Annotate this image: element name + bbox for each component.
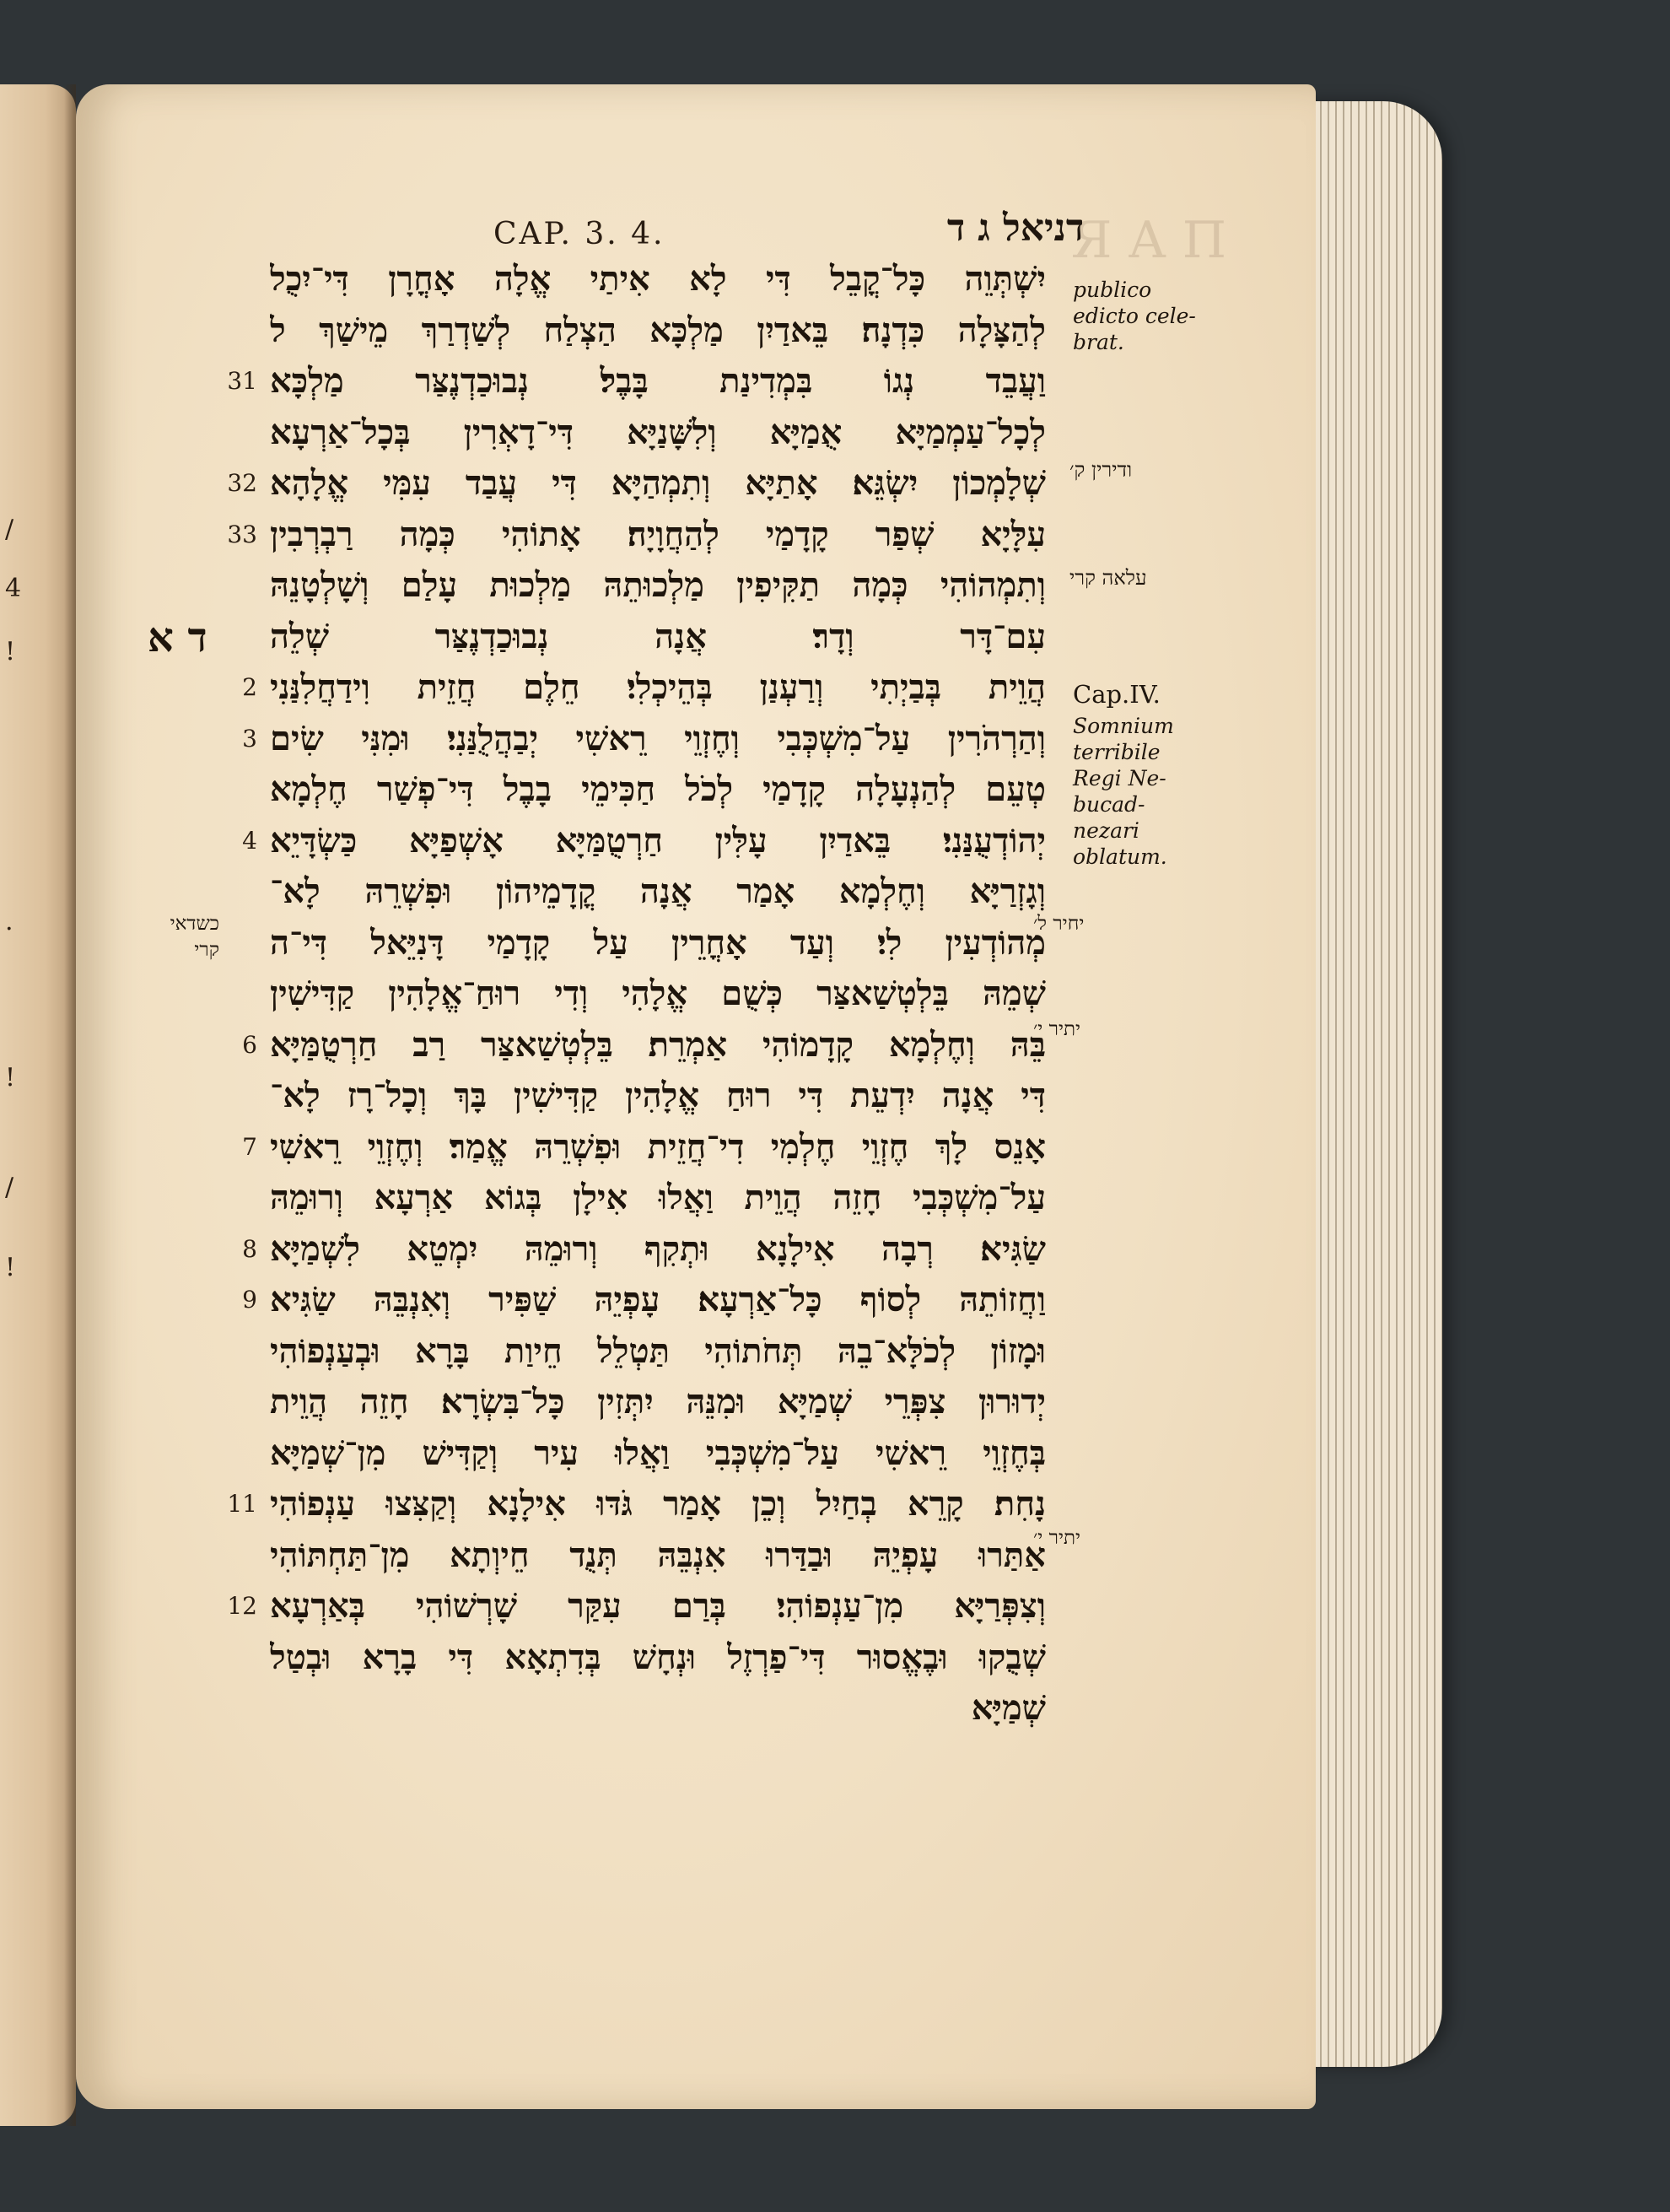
chapter-marker: ד א xyxy=(148,613,207,661)
ketiv-qere-note: יתיר י׳ xyxy=(1033,1018,1081,1040)
left-facing-page xyxy=(0,84,76,2126)
text-line xyxy=(181,1223,1063,1275)
left-page-mark: ! xyxy=(5,1063,16,1093)
line-text: לְכָל־עַמְמַיָּא אֻמַיָּא וְלִשָּׁנַיָּא דִּי־דָאְרִין בְּכָל־אַרְעָא xyxy=(270,412,1046,452)
verse-number: 9 xyxy=(242,1286,257,1314)
line-text: וְתִמְהוֹהִי כְּמָה תַקִּיפִין מַלְכוּתֵהּ מַלְכוּת עָלַם וְשָׁלְטָנֵהּ xyxy=(270,565,1046,605)
line-text: עִם־דָּר וְדָר׃ אֲנָה נְבוּכַדְנֶצַּר שְׁלֵה xyxy=(270,616,1046,656)
text-line xyxy=(181,407,1063,458)
verse-number: 4 xyxy=(242,826,257,855)
line-text: וַעֲבֵד נְגוֹ בִּמְדִינַת בָּבֶל׃ נְבוּכַדְנֶצַּר מַלְכָּא xyxy=(270,361,1046,401)
ketiv-qere-note: כשדאי קרי xyxy=(170,913,219,961)
page-stack-edges xyxy=(1299,101,1442,2067)
text-line xyxy=(181,1274,1063,1325)
line-text: וְהַרְהֹרִין עַל־מִשְׁכְּבִי וְחֶזְוֵי רֵאשִׁי יְבַהֲלֻנַּנִי׃ וּמִנִּי שִׂים xyxy=(270,718,1046,758)
margin-note-line: oblatum. xyxy=(1073,844,1167,869)
text-line xyxy=(181,253,1063,305)
text-line xyxy=(181,1121,1063,1173)
verse-number: 3 xyxy=(242,724,257,753)
line-text: שְׁמַיָּא xyxy=(971,1688,1046,1728)
line-text: וַחֲזוֹתֵהּ לְסוֹף כָּל־אַרְעָא׃ עָפְיֵהּ שַׁפִּיר וְאִנְבֵּהּ שַׂגִּיא xyxy=(270,1280,1046,1319)
text-line xyxy=(181,355,1063,407)
verse-number: 31 xyxy=(227,367,257,395)
line-text: הֲוֵית בְּבַיְתִי וְרַעְנַן בְּהֵיכְלִי׃ חֵלֶם חֲזֵית וִידַחֲלִנַּנִי xyxy=(270,667,1046,707)
text-line xyxy=(181,1632,1063,1683)
text-line xyxy=(181,1580,1063,1632)
line-text: אָנֵס לָךְ חֶזְוֵי חֶלְמִי דִי־חֲזֵית וּפִשְׁרֵהּ אֱמַר׃ וְחֶזְוֵי רֵאשִׁי xyxy=(270,1126,1046,1167)
text-line xyxy=(181,968,1063,1019)
margin-note-somnium xyxy=(1073,713,1174,870)
line-text: יִשְׁתְּוֵה כָּל־קֳבֵל דִּי לָא אִיתַי אֱלָה אָחֳרָן דִּי־יִכֻל xyxy=(270,259,1046,299)
verse-number: 12 xyxy=(227,1592,257,1620)
line-text: וְצִפְּרַיָּא מִן־עַנְפוֹהִי׃ בְּרַם עִקַּר שָׁרְשׁוֹהִי בְּאַרְעָא xyxy=(270,1586,1046,1626)
line-text: בְּחֶזְוֵי רֵאשִׁי עַל־מִשְׁכְּבִי וַאֲלוּ עִיר וְקַדִּישׁ מִן־שְׁמַיָּא xyxy=(270,1432,1046,1473)
text-line xyxy=(181,1325,1063,1377)
line-text: וּמָזוֹן לְכֹלָּא־בֵהּ תְּחֹתוֹהִי תַּטְלֵל חֵיוַת בָּרָא וּבְעַנְפוֹהִי xyxy=(270,1330,1046,1371)
text-line xyxy=(181,763,1063,815)
left-page-mark: ! xyxy=(5,1253,16,1282)
line-text: שְׁבֻקוּ וּבֶאֱסוּר דִּי־פַרְזֶל וּנְחָשׁ בְּדִתְאָא דִּי בָרָא וּבְטַל xyxy=(270,1637,1046,1677)
text-line xyxy=(181,457,1063,509)
chapter-range-label: CAP. 3. 4. xyxy=(493,217,665,251)
verse-number: 7 xyxy=(242,1132,257,1161)
verse-number: 32 xyxy=(227,469,257,497)
line-text: דִּי אֲנָה יִדְעֵת דִּי רוּחַ אֱלָהִין קַדִּישִׁין בָּךְ וְכָל־רָז לָא־ xyxy=(270,1076,1046,1115)
gutter-shadow xyxy=(64,84,76,2126)
text-line xyxy=(181,1682,1063,1734)
line-text: עַל־מִשְׁכְּבִי חָזֵה הֲוֵית וַאֲלוּ אִילָן בְּגוֹא אַרְעָא וְרוּמֵהּ xyxy=(270,1178,1046,1217)
line-text: נָחִת׃ קָרֵא בְחַיִל וְכֵן אָמַר גֹּדּוּ אִילָנָא וְקַצִּצוּ עַנְפוֹהִי xyxy=(270,1484,1046,1524)
hebrew-text-block xyxy=(148,253,1063,1734)
margin-note-line: Regi Ne- xyxy=(1073,766,1166,790)
margin-note-publico xyxy=(1073,277,1196,355)
text-line xyxy=(181,917,1063,968)
ketiv-qere-note: עלאה קרי xyxy=(1069,566,1147,590)
margin-note-line: bucad- xyxy=(1073,792,1145,817)
line-text: מְהוֹדְעִין לִי׃ וְעַד אָחֳרֵין עַל קָדָמַי דָּנִיֵּאל דִּי־ה xyxy=(270,922,1046,963)
line-text: שְׁמֵהּ בֵּלְטְשַׁאצַּר כְּשֻׁם אֱלָהִי וְדִי רוּחַ־אֱלָהִין קַדִּישִׁין xyxy=(270,974,1046,1013)
line-text: יְהוֹדְעֻנַּנִי׃ בֵּאדַיִן עָלִּין חַרְטֻמַּיָּא אָשְׁפַיָּא כַּשְׂדָּיֵא xyxy=(270,820,1046,861)
text-line xyxy=(181,1376,1063,1427)
chapter-heading: Cap.IV. xyxy=(1073,680,1161,709)
line-text: לְהַצָּלָה כִּדְנָה׃ בֵּאדַיִן מַלְכָּא הַצְלַח לְשַׁדְרַךְ מֵישַׁךְ ל xyxy=(270,310,1046,350)
line-text: שְׁלָמְכוֹן יִשְׂגֵּא׃ אָתַיָּא וְתִמְהַיָּא דִּי עֲבַד עִמִּי אֱלָהָא xyxy=(270,463,1046,503)
verse-number: 33 xyxy=(227,520,257,548)
ketiv-qere-note: יחיר ל׳ xyxy=(1033,913,1085,935)
text-line xyxy=(181,713,1063,764)
text-line xyxy=(181,305,1063,356)
margin-note-line: terribile xyxy=(1073,740,1161,764)
left-page-mark: ! xyxy=(5,637,16,666)
ketiv-qere-note: יתיר י׳ xyxy=(1033,1527,1081,1549)
verse-number: 2 xyxy=(242,673,257,701)
verse-number: 11 xyxy=(227,1490,257,1518)
book-title: דניאל ג ד xyxy=(946,207,1084,250)
line-text: עִלָּיָא שְׁפַר קָדָמַי לְהַחֲוָיָה׃ אָתוֹהִי כְּמָה רַבְרְבִין xyxy=(270,514,1046,554)
text-line xyxy=(181,1172,1063,1223)
ketiv-qere-note: ודירין ק׳ xyxy=(1069,458,1133,482)
left-page-mark: / xyxy=(5,515,14,544)
show-through-text: ЯΑΠ xyxy=(1071,211,1244,270)
left-page-mark: . xyxy=(5,907,13,936)
left-page-mark: 4 xyxy=(5,574,22,603)
margin-note-line: Somnium xyxy=(1073,714,1174,738)
text-line xyxy=(181,1019,1063,1071)
margin-note-line: edicto cele- xyxy=(1073,304,1196,328)
line-text: יְדוּרוּן צִפְּרֵי שְׁמַיָּא וּמִנֵּהּ יִתְּזִין כָּל־בִּשְׂרָא׃ חָזֵה הֲוֵית xyxy=(270,1382,1046,1422)
text-line xyxy=(148,611,1063,662)
margin-note-line: nezari xyxy=(1073,818,1139,843)
line-text: שַׂגִּיא׃ רְבָה אִילָנָא וּתְקִף וְרוּמֵהּ יִמְטֵא לִשְׁמַיָּא xyxy=(270,1228,1046,1269)
margin-note-line: brat. xyxy=(1073,330,1124,354)
text-line xyxy=(181,866,1063,917)
verse-number: 8 xyxy=(242,1234,257,1263)
line-text: טְעֵם לְהַנְעָלָה קָדָמַי לְכֹל חַכִּימֵי בָבֶל דִּי־פְשַׁר חֶלְמָא xyxy=(270,769,1046,809)
text-line xyxy=(181,661,1063,713)
text-line xyxy=(181,1530,1063,1581)
line-text: וְגָזְרַיָּא וְחֶלְמָא אָמַר אֲנָה קֳדָמֵיהוֹן וּפִשְׁרֵהּ לָא־ xyxy=(270,871,1046,911)
text-line xyxy=(181,1070,1063,1121)
margin-note-line: publico xyxy=(1073,278,1152,302)
text-line xyxy=(181,509,1063,560)
line-text: אַתַּרוּ עָפְיֵהּ וּבַדַּרוּ אִנְבֵּהּ תְּנֻד חֵיוְתָא מִן־תַּחְתּוֹהִי xyxy=(270,1535,1046,1575)
text-line xyxy=(181,1427,1063,1479)
line-text: בֵּהּ וְחֶלְמָא קָדָמוֹהִי אַמְרֵת׃ בֵּלְטְשַׁאצַּר רַב חַרְטֻמַּיָּא xyxy=(270,1024,1046,1065)
text-line xyxy=(181,559,1063,611)
left-page-mark: / xyxy=(5,1173,14,1202)
text-line xyxy=(181,815,1063,866)
text-line xyxy=(181,1478,1063,1530)
verse-number: 6 xyxy=(242,1030,257,1059)
